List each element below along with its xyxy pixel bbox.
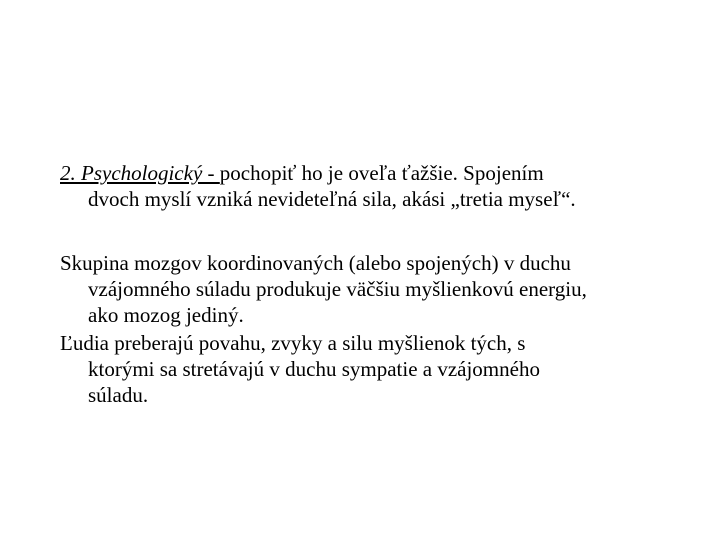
section-heading: 2. Psychologický - — [60, 161, 220, 185]
slide-body — [60, 160, 670, 408]
paragraph-text-line: Skupina mozgov koordinovaných (alebo spojených) v duchu — [60, 251, 571, 275]
paragraph-text-line: dvoch myslí vzniká nevideteľná sila, akási „tretia myseľ“. — [88, 187, 576, 211]
paragraph-people-adopt — [60, 330, 670, 408]
paragraph-psychological — [60, 160, 670, 212]
paragraph-text-line: Ľudia preberajú povahu, zvyky a silu myšlienok tých, s — [60, 331, 526, 355]
paragraph-text-line: súladu. — [88, 383, 149, 407]
paragraph-brain-groups — [60, 250, 670, 328]
paragraph-text-line: pochopiť ho je oveľa ťažšie. Spojením — [219, 161, 544, 185]
paragraph-text-line: ako mozog jediný. — [88, 303, 244, 327]
paragraph-text-line: vzájomného súladu produkuje väčšiu myšlienkovú energiu, — [88, 277, 587, 301]
paragraph-text-line: ktorými sa stretávajú v duchu sympatie a vzájomného — [88, 357, 540, 381]
